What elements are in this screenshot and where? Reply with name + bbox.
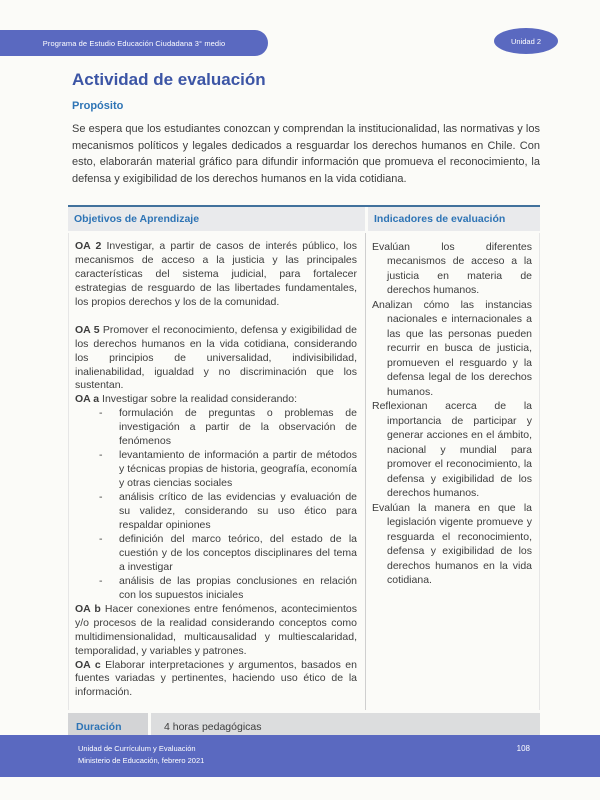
page-content xyxy=(72,70,540,742)
duration-value: 4 horas pedagógicas xyxy=(151,713,540,742)
oa-item-oaa xyxy=(75,393,357,407)
list-item xyxy=(75,533,357,575)
footer-line2: Ministerio de Educación, febrero 2021 xyxy=(78,755,205,765)
purpose-text: Se espera que los estudiantes conozcan y comprendan la institucionalidad, las normativas y los mecanismos políticos y legales dedicados a resguardar los derechos humanos en Chile. Con esto, elaborarán material gráfico para difundir información que promueva el reconocimiento, la defensa y exigibilidad de los derechos humanos en la vida cotidiana. xyxy=(72,123,540,186)
list-item-text: análisis crítico de las evidencias y evaluación de su validez, considerando su uso ético para respaldar opiniones xyxy=(119,491,357,531)
list-item-text: análisis de las propias conclusiones en relación con los supuestos iniciales xyxy=(119,574,357,601)
indicator-item: Evalúan los diferentes mecanismos de acceso a la justicia en materia de derechos humanos. xyxy=(372,240,532,297)
dash-marker: - xyxy=(99,491,103,504)
oa-text: Promover el reconocimiento, defensa y exigibilidad de los derechos humanos en la vida cotidiana, considerando los principios de universalidad, indivisibilidad, inalienabilidad, igualdad y no discriminación que los sustentan. xyxy=(75,323,357,392)
objectives-cell xyxy=(69,233,366,711)
oa-a-bullet-list xyxy=(75,407,357,602)
unit-badge: Unidad 2 xyxy=(494,28,558,54)
oa-label: OA 2 xyxy=(75,239,102,252)
list-item xyxy=(75,491,357,533)
dash-marker: - xyxy=(99,574,103,587)
list-item-text: formulación de preguntas o problemas de investigación a partir de la observación de fenómenos xyxy=(119,407,357,448)
oa-text: Elaborar interpretaciones y argumentos, basados en fuentes variadas y pertinentes, haciendo uso ético de la información. xyxy=(75,658,357,699)
footer-credits xyxy=(78,743,204,766)
page-footer xyxy=(0,735,600,777)
column-header-objectives: Objetivos de Aprendizaje xyxy=(68,207,365,231)
table-header-row xyxy=(68,205,540,231)
oa-label: OA 5 xyxy=(75,323,100,336)
table-body-row xyxy=(68,233,540,711)
oa-item-oa5 xyxy=(75,324,357,394)
list-item xyxy=(75,407,357,449)
oa-text: Hacer conexiones entre fenómenos, acontecimientos y/o procesos de la realidad considerando conceptos como multidimensionalidad, multicausalidad y multiescalaridad, temporalidad, y variables y patrones. xyxy=(75,602,357,657)
indicators-cell xyxy=(366,233,539,711)
program-badge: Programa de Estudio Educación Ciudadana 3° medio xyxy=(0,30,268,56)
dash-marker: - xyxy=(99,532,103,545)
page-number: 108 xyxy=(516,744,530,753)
list-item xyxy=(75,449,357,491)
footer-line1: Unidad de Currículum y Evaluación xyxy=(78,744,196,753)
indicator-item: Analizan cómo las instancias nacionales e internacionales a las que las personas pueden recurrir en busca de justicia, promueven el resguardo y la defensa legal de los derechos humanos. xyxy=(372,298,532,398)
column-header-indicators: Indicadores de evaluación xyxy=(368,207,540,231)
indicator-item: Reflexionan acerca de la importancia de participar y generar acciones en el ámbito, nacional y mundial para promover el reconocimiento, la defensa y exigibilidad de los derechos humanos. xyxy=(372,400,532,500)
oa-text: Investigar sobre la realidad considerando: xyxy=(102,393,297,406)
page-title: Actividad de evaluación xyxy=(72,70,266,89)
dash-marker: - xyxy=(99,449,103,462)
evaluation-table xyxy=(68,205,540,743)
indicator-item: Evalúan la manera en que la legislación vigente promueve y resguarda el reconocimiento, defensa y exigibilidad de los derechos humanos en la vida cotidiana. xyxy=(372,501,532,587)
oa-label: OA a xyxy=(75,393,100,406)
oa-item-oa2 xyxy=(75,240,357,310)
oa-label: OA b xyxy=(75,602,101,615)
dash-marker: - xyxy=(99,407,103,420)
purpose-heading: Propósito xyxy=(72,100,124,112)
oa-text: Investigar, a partir de casos de interés público, los mecanismos de acceso a la justicia y las principales características del sistema judicial, para fortalecer estrategias de resguardo de las libertades fundamentales, los propios derechos y los de la comunidad. xyxy=(75,239,357,308)
oa-label: OA c xyxy=(75,658,101,671)
list-item xyxy=(75,575,357,603)
duration-label: Duración xyxy=(68,713,148,742)
oa-item-oac xyxy=(75,659,357,701)
list-item-text: levantamiento de información a partir de métodos y técnicas propias de historia, geografía, economía y otras ciencias sociales xyxy=(119,449,357,490)
oa-item-oab xyxy=(75,603,357,659)
list-item-text: definición del marco teórico, del estado de la cuestión y de los conceptos disciplinares del tema a investigar xyxy=(119,532,357,573)
